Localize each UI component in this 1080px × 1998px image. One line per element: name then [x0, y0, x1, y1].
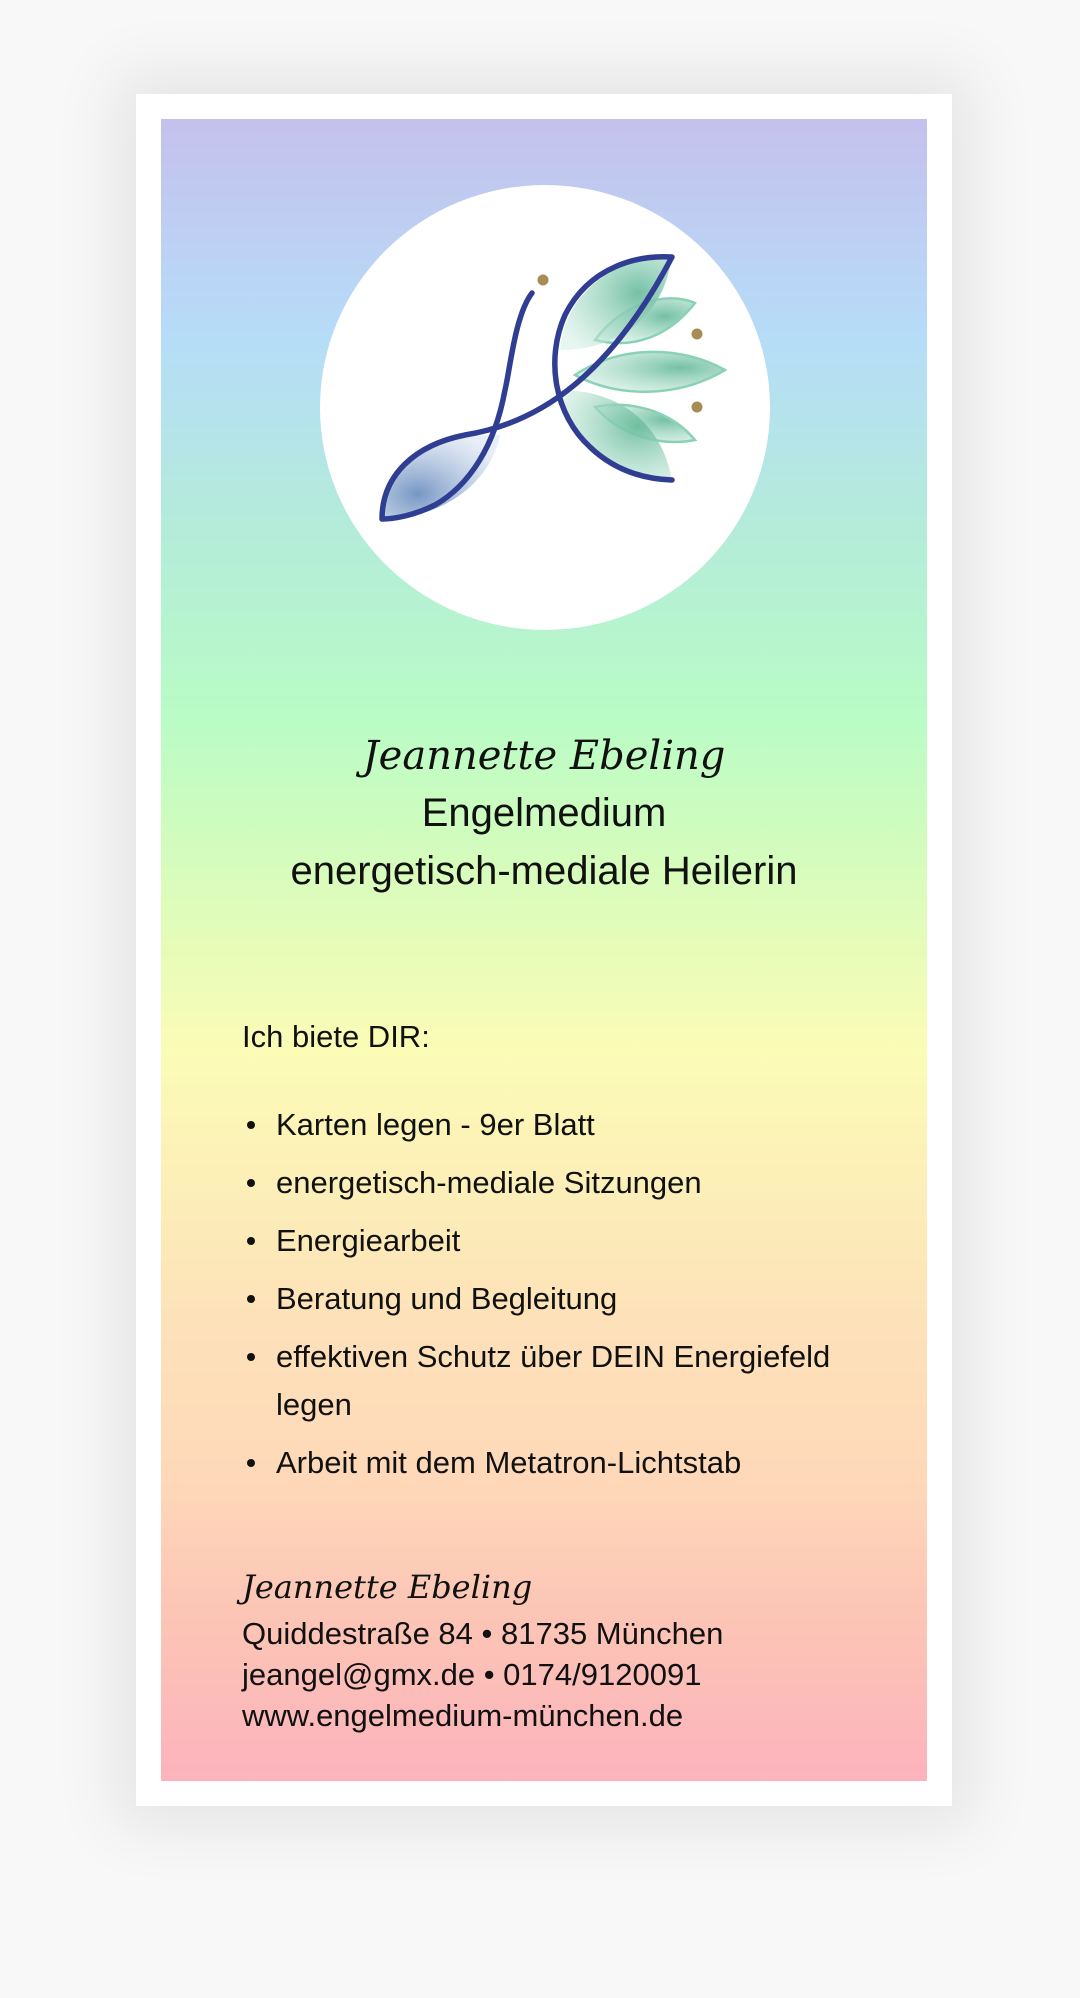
list-item — [242, 1159, 882, 1207]
heading-subtitle: energetisch-mediale Heilerin — [290, 849, 798, 893]
list-item — [242, 1439, 882, 1487]
list-item — [242, 1101, 882, 1149]
list-item-label: Energiearbeit — [276, 1223, 461, 1258]
heading-name: Jeannette Ebeling — [362, 733, 726, 779]
list-item-label: Karten legen - 9er Blatt — [276, 1107, 595, 1142]
list-item-label: energetisch-mediale Sitzungen — [276, 1165, 702, 1200]
bullet-icon — [247, 1353, 255, 1361]
leaf-blue-icon — [382, 435, 500, 519]
contact-name: Jeannette Ebeling — [242, 1568, 533, 1606]
logo-circle — [320, 185, 770, 630]
bullet-icon — [247, 1295, 255, 1303]
gradient-panel — [161, 119, 927, 1781]
gold-dot-icon — [692, 402, 703, 413]
gold-dot-icon — [538, 275, 549, 286]
bullet-icon — [247, 1237, 255, 1245]
bullet-icon — [247, 1121, 255, 1129]
offer-intro: Ich biete DIR: — [242, 1019, 430, 1054]
list-item — [242, 1217, 882, 1265]
petal-outline-middle-icon — [575, 352, 725, 392]
contact-block — [242, 1561, 723, 1736]
flyer-card — [136, 94, 952, 1806]
heading-block — [161, 728, 927, 900]
gold-dot-icon — [692, 329, 703, 340]
je-monogram-lotus-logo-icon — [320, 185, 770, 630]
list-item-label: Arbeit mit dem Metatron-Lichtstab — [276, 1445, 742, 1480]
bullet-icon — [247, 1459, 255, 1467]
contact-website: www.engelmedium-münchen.de — [242, 1698, 684, 1733]
list-item-label: effektiven Schutz über DEIN Energiefeld legen — [276, 1339, 831, 1422]
list-item-label: Beratung und Begleitung — [276, 1281, 618, 1316]
heading-title: Engelmedium — [421, 791, 667, 835]
list-item — [242, 1275, 882, 1323]
contact-address: Quiddestraße 84 • 81735 München — [242, 1616, 724, 1651]
bullet-icon — [247, 1179, 255, 1187]
list-item — [242, 1333, 882, 1429]
offer-list — [242, 1101, 882, 1497]
contact-email-phone: jeangel@gmx.de • 0174/9120091 — [242, 1657, 702, 1692]
